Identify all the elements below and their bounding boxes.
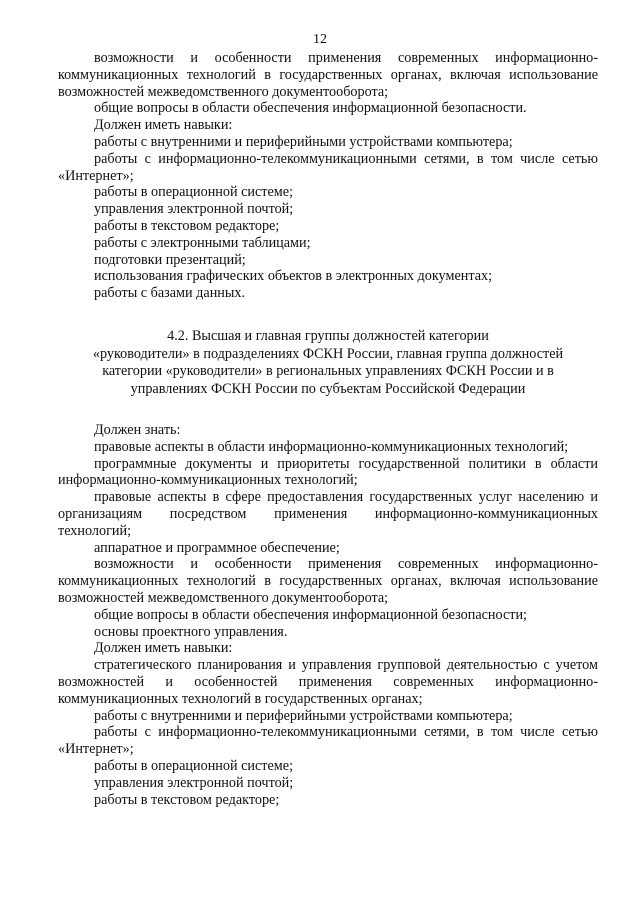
paragraph: работы с информационно-телекоммуникационными сетями, в том числе сетью «Интернет»; (58, 150, 598, 184)
page-number: 12 (313, 32, 327, 47)
paragraph: подготовки презентаций; (94, 251, 246, 268)
paragraph: работы в операционной системе; (94, 184, 294, 201)
paragraph: работы с внутренними и периферийными устройствами компьютера; (94, 707, 513, 724)
paragraph: работы с базами данных. (94, 285, 246, 302)
heading-line: категории «руководители» в региональных управлениях ФСКН России и в (102, 363, 554, 379)
paragraph: работы в текстовом редакторе; (94, 217, 280, 234)
paragraph: работы с внутренними и периферийными устройствами компьютера; (94, 133, 513, 150)
heading-line: 4.2. Высшая и главная группы должностей категории (167, 328, 489, 344)
paragraph: программные документы и приоритеты государственной политики в области информационно-коммуникационных технологий; (58, 455, 598, 489)
text-block-skills-general (58, 50, 598, 302)
paragraph: общие вопросы в области обеспечения информационной безопасности; (94, 606, 527, 623)
paragraph: работы в текстовом редакторе; (94, 791, 280, 808)
paragraph: управления электронной почтой; (94, 774, 294, 791)
heading-line: «руководители» в подразделениях ФСКН России, главная группа должностей (92, 345, 564, 362)
heading-line: управлениях ФСКН России по субъектам Российской Федерации (130, 380, 526, 397)
paragraph: Должен иметь навыки: (94, 640, 233, 657)
paragraph: управления электронной почтой; (94, 201, 294, 218)
text-block-requirements-managers (58, 422, 598, 808)
paragraph: использования графических объектов в электронных документах; (94, 268, 493, 285)
paragraph: правовые аспекты в сфере предоставления государственных услуг населению и организациям посредством применения информационно-коммуникационных технологий; (58, 489, 598, 539)
paragraph: стратегического планирования и управления групповой деятельностью с учетом возможностей и особенностей применения современных информационно-коммуникационных технологий в государственных органах; (58, 657, 598, 707)
paragraph: Должен иметь навыки: (94, 117, 233, 134)
paragraph: работы с информационно-телекоммуникационными сетями, в том числе сетью «Интернет»; (58, 724, 598, 758)
paragraph: аппаратное и программное обеспечение; (94, 539, 340, 556)
paragraph: работы с электронными таблицами; (94, 234, 311, 251)
section-heading (58, 328, 598, 398)
paragraph: правовые аспекты в области информационно-коммуникационных технологий; (94, 438, 569, 455)
paragraph: основы проектного управления. (94, 623, 288, 640)
paragraph: возможности и особенности применения современных информационно-коммуникационных технологий в государственных органах, включая использование возможностей межведомственного документооборота; (58, 50, 598, 100)
paragraph: возможности и особенности применения современных информационно-коммуникационных технологий в государственных органах, включая использование возможностей межведомственного документооборота; (58, 556, 598, 606)
paragraph: Должен знать: (94, 422, 181, 438)
paragraph: работы в операционной системе; (94, 757, 294, 774)
paragraph: общие вопросы в области обеспечения информационной безопасности. (94, 100, 527, 117)
